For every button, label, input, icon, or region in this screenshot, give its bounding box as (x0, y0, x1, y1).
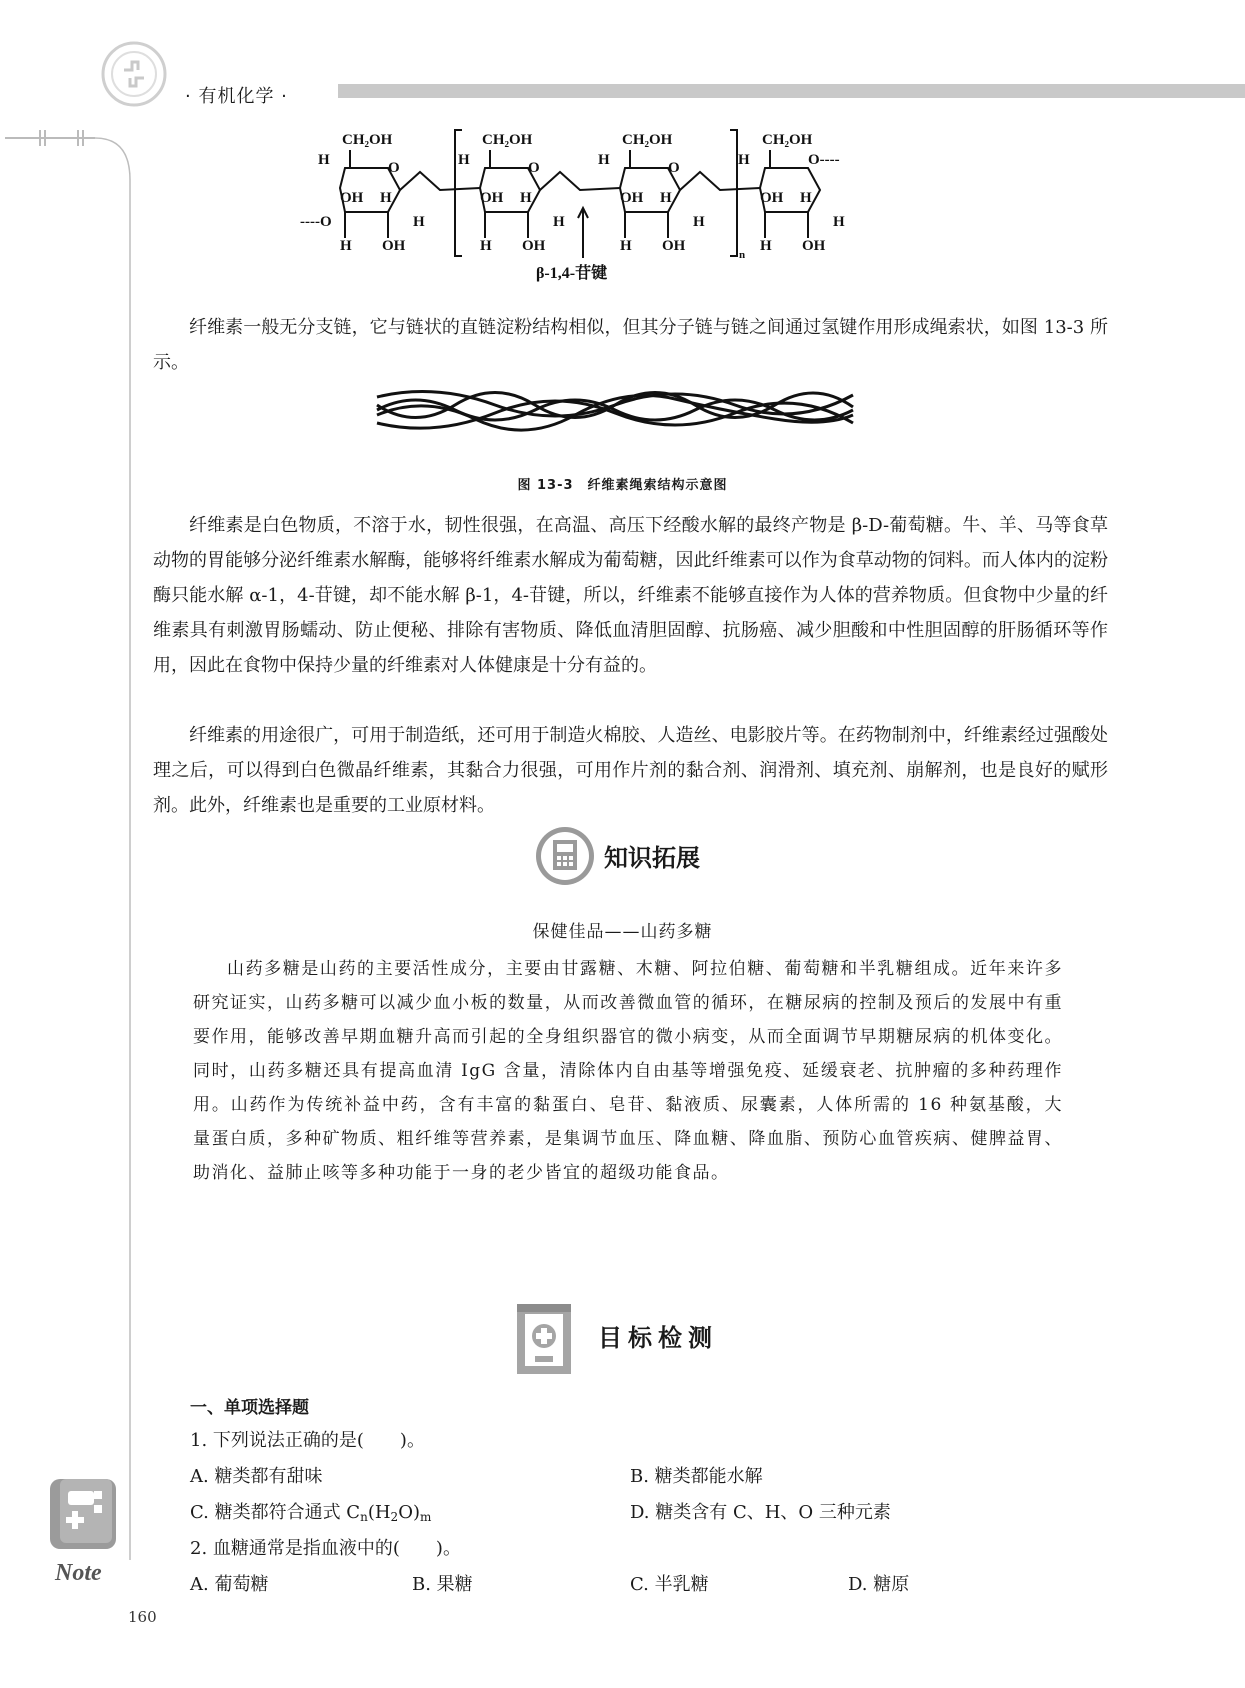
svg-text:H: H (620, 238, 632, 254)
q1-option-a: A. 糖类都有甜味 (190, 1466, 323, 1487)
cellulose-structure-diagram (300, 128, 920, 293)
svg-text:CH₂OH: CH₂OH (762, 132, 813, 148)
q2-option-c: C. 半乳糖 (630, 1574, 709, 1595)
svg-text:OH: OH (760, 190, 784, 206)
svg-text:OH: OH (522, 238, 546, 254)
svg-text:O----: O---- (808, 152, 840, 168)
svg-text:O: O (668, 160, 680, 176)
q2-option-b: B. 果糖 (412, 1574, 473, 1595)
paragraph-3: 纤维素的用途很广，可用于制造纸，还可用于制造火棉胶、人造丝、电影胶片等。在药物制剂中，纤维素经过强酸处理之后，可以得到白色微晶纤维素，其黏合力很强，可用作片剂的黏合剂、润滑剂、填充剂、崩解剂，也是良好的赋形剂。此外，纤维素也是重要的工业原材料。 (153, 725, 1108, 816)
svg-text:H: H (760, 238, 772, 254)
page-number: 160 (128, 1608, 157, 1626)
q1-option-d: D. 糖类含有 C、H、O 三种元素 (630, 1502, 891, 1523)
svg-text:----O: ----O (300, 214, 332, 230)
svg-text:O: O (528, 160, 540, 176)
svg-text:H: H (738, 152, 750, 168)
svg-text:H: H (660, 190, 672, 206)
q2-option-a: A. 葡萄糖 (190, 1574, 269, 1595)
q1-option-c: C. 糖类都符合通式 $C_n(H_2O)_m$ (190, 1502, 432, 1524)
svg-text:H: H (598, 152, 610, 168)
header-bar (338, 84, 1245, 98)
svg-text:CH₂OH: CH₂OH (482, 132, 533, 148)
q1-option-b: B. 糖类都能水解 (630, 1466, 763, 1487)
knowledge-text: 山药多糖是山药的主要活性成分，主要由甘露糖、木糖、阿拉伯糖、葡萄糖和半乳糖组成。近年来许多研究证实，山药多糖可以减少血小板的数量，从而改善微血管的循环，在糖尿病的控制及预后的发展中有重要作用，能够改善早期血糖升高而引起的全身组织器官的微小病变，从而全面调节早期糖尿病的机体变化。同时，山药多糖还具有提高血清 IgG 含量，清除体内自由基等增强免疫、延缓衰老、抗肿瘤的多种药理作用。山药作为传统补益中药，含有丰富的黏蛋白、皂苷、黏液质、尿囊素，人体所需的 16 种氨基酸，大量蛋白质，多种矿物质、粗纤维等营养素，是集调节血压、降血糖、降血脂、预防心血管疾病、健脾益胃、助消化、益肺止咳等多种功能于一身的老少皆宜的超级功能食品。 (193, 959, 1063, 1183)
svg-text:H: H (800, 190, 812, 206)
knowledge-heading: 知识拓展 (604, 844, 700, 872)
svg-text:H: H (480, 238, 492, 254)
test-icon (515, 1302, 573, 1376)
svg-text:H: H (553, 214, 565, 230)
margin-decoration (0, 120, 135, 1560)
svg-text:H: H (340, 238, 352, 254)
svg-text:OH: OH (340, 190, 364, 206)
svg-text:O: O (388, 160, 400, 176)
svg-text:H: H (693, 214, 705, 230)
svg-text:H: H (833, 214, 845, 230)
glycosidic-bond-label: β-1,4-苷键 (536, 265, 608, 282)
figure-caption: 图 13-3 纤维素绳索结构示意图 (517, 478, 728, 493)
svg-text:H: H (318, 152, 330, 168)
svg-text:OH: OH (802, 238, 826, 254)
svg-text:CH₂OH: CH₂OH (342, 132, 393, 148)
question-2: 2. 血糖通常是指血液中的( )。 (190, 1538, 461, 1559)
cellulose-rope-figure (375, 385, 855, 435)
question-1: 1. 下列说法正确的是( )。 (190, 1430, 425, 1451)
svg-text:H: H (458, 152, 470, 168)
svg-text:OH: OH (662, 238, 686, 254)
note-label: Note (55, 1560, 102, 1586)
q2-option-d: D. 糖原 (848, 1574, 910, 1595)
svg-text:H: H (380, 190, 392, 206)
svg-text:CH₂OH: CH₂OH (622, 132, 673, 148)
svg-text:n: n (739, 249, 746, 261)
paragraph-1: 纤维素一般无分支链，它与链状的直链淀粉结构相似，但其分子链与链之间通过氢键作用形成绳索状，如图 13-3 所示。 (153, 317, 1108, 373)
note-icon (48, 1475, 122, 1557)
test-heading: 目标检测 (598, 1324, 718, 1352)
svg-text:OH: OH (480, 190, 504, 206)
svg-text:OH: OH (620, 190, 644, 206)
svg-text:H: H (520, 190, 532, 206)
svg-text:H: H (413, 214, 425, 230)
header-title: · 有机化学 · (185, 86, 288, 107)
knowledge-icon (534, 825, 596, 887)
paragraph-2: 纤维素是白色物质，不溶于水，韧性很强，在高温、高压下经酸水解的最终产物是 β-D-葡萄糖。牛、羊、马等食草动物的胃能够分泌纤维素水解酶，能够将纤维素水解成为葡萄糖，因此纤维素可以作为食草动物的饲料。而人体内的淀粉酶只能水解 α-1，4-苷键，却不能水解 β-1，4-苷键，所以，纤维素不能够直接作为人体的营养物质。但食物中少量的纤维素具有刺激胃肠蠕动、防止便秘、排除有害物质、降低血清胆固醇、抗肠癌、减少胆酸和中性胆固醇的肝肠循环等作用，因此在食物中保持少量的纤维素对人体健康是十分有益的。 (153, 515, 1108, 676)
section-title: 一、单项选择题 (190, 1398, 309, 1418)
knowledge-title: 保健佳品——山药多糖 (532, 922, 713, 942)
chapter-logo-icon (100, 40, 168, 108)
svg-text:OH: OH (382, 238, 406, 254)
